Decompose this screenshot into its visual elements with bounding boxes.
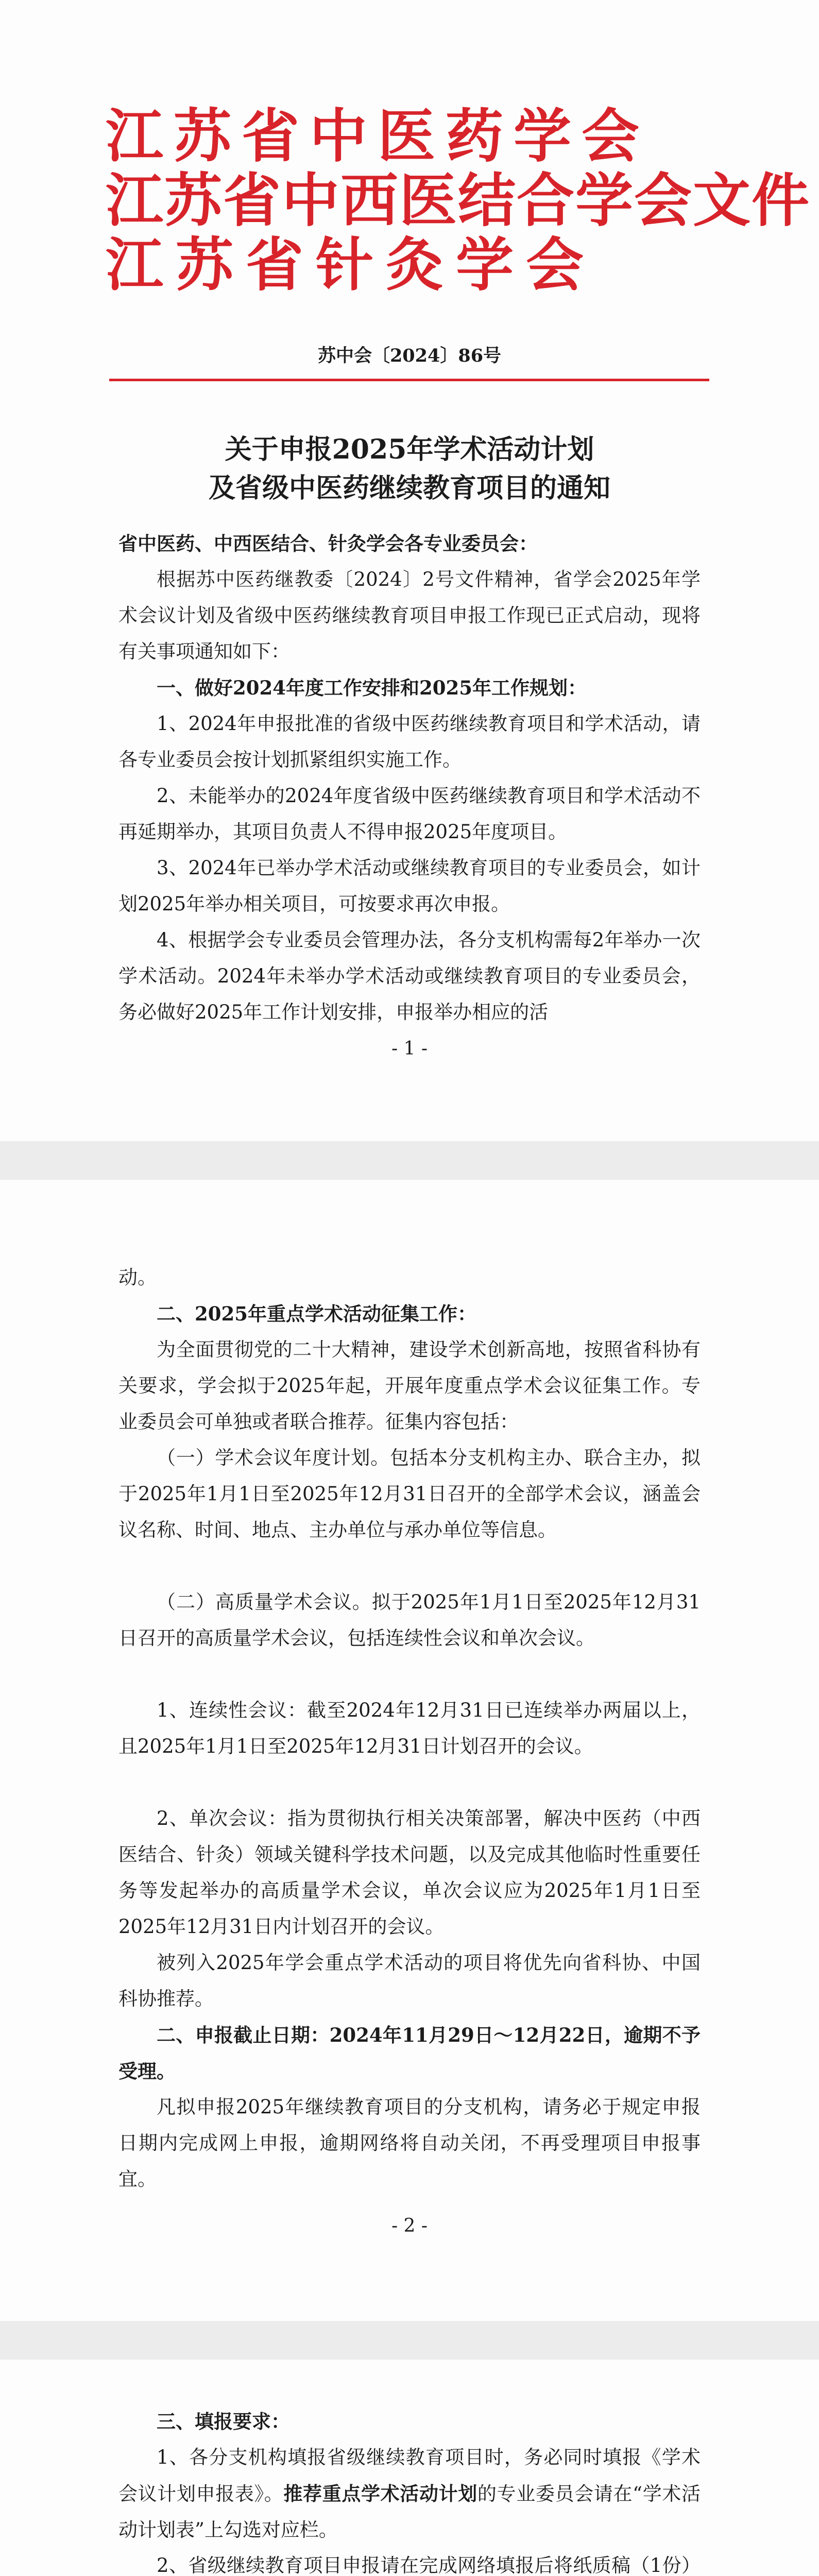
page-1 xyxy=(0,0,819,1141)
paragraph-fill-requirement-1 xyxy=(118,2439,701,2548)
section-heading-3: 三、填报要求： xyxy=(157,2410,290,2433)
paragraph-intro: 根据苏中医药继教委〔2024〕2号文件精神，省学会2025年学术会议计划及省级中医药继续教育项目申报工作现已正式启动，现将有关事项通知如下： xyxy=(118,568,701,663)
paragraph-fill-requirement-2: 2、省级继续教育项目申报请在完成网络填报后将纸质稿（1份） xyxy=(157,2554,701,2576)
page-3 xyxy=(0,2360,819,2576)
title-line-2: 及省级中医药继续教育项目的通知 xyxy=(208,472,610,504)
page-2 xyxy=(0,1180,819,2321)
paragraph-item-2: 2、未能举办的2024年度省级中医药继续教育项目和学术活动不再延期举办，其项目负责人不得申报2025年度项目。 xyxy=(118,785,701,843)
paragraph-annual-plan: （一）学术会议年度计划。包括本分支机构主办、联合主办，拟于2025年1月1日至2025年12月31日召开的全部学术会议，涵盖会议名称、时间、地点、主办单位与承办单位等信息。 xyxy=(118,1447,701,1541)
section-heading-2: 二、2025年重点学术活动征集工作： xyxy=(157,1302,476,1325)
fill-requirement-text-a: 1、各分支机构填报省级继续教育项目时，务必同时填报《学术会议计划申报表》。 xyxy=(118,2446,701,2505)
paragraph-high-quality: （二）高质量学术会议。拟于2025年1月1日至2025年12月31日召开的高质量学术会议，包括连续性会议和单次会议。 xyxy=(118,1591,701,1649)
paragraph-item-4: 4、根据学会专业委员会管理办法，各分支机构需每2年举办一次学术活动。2024年未举办学术活动或继续教育项目的专业委员会，务必做好2025年工作计划安排，申报举办相应的活 xyxy=(118,929,701,1023)
page-number-1: - 1 - xyxy=(391,1038,428,1059)
paragraph-online-submission: 凡拟申报2025年继续教育项目的分支机构，请务必于规定申报日期内完成网上申报，逾期网络将自动关闭，不再受理项目申报事宜。 xyxy=(118,2096,701,2190)
masthead-line-3: 江苏省针灸学会 xyxy=(106,232,596,299)
page-gap xyxy=(0,1141,819,1180)
paragraph-collection-intro: 为全面贯彻党的二十大精神，建设学术创新高地，按照省科协有关要求，学会拟于2025年起，开展年度重点学术会议征集工作。专业委员会可单独或者联合推荐。征集内容包括： xyxy=(118,1338,701,1433)
page-number-2: - 2 - xyxy=(391,2215,428,2236)
paragraph-recommend: 被列入2025年学会重点学术活动的项目将优先向省科协、中国科协推荐。 xyxy=(118,1952,701,2010)
fill-requirement-bold: 推荐重点学术活动计划 xyxy=(283,2482,477,2505)
fill-requirement-text-c: 的专业委员会请在“学术活动计划表”上勾选对应栏。 xyxy=(118,2483,701,2541)
paragraph-continuation: 动。 xyxy=(118,1266,157,1289)
paragraph-single-meeting: 2、单次会议：指为贯彻执行相关决策部署，解决中医药（中西医结合、针灸）领域关键科学技术问题，以及完成其他临时性重要任务等发起举办的高质量学术会议，单次会议应为2025年1月1日至2025年12月31日内计划召开的会议。 xyxy=(118,1807,701,1938)
document-number: 苏中会〔2024〕86号 xyxy=(317,345,502,366)
paragraph-continuous-meeting: 1、连续性会议：截至2024年12月31日已连续举办两届以上，且2025年1月1日至2025年12月31日计划召开的会议。 xyxy=(118,1699,701,1757)
paragraph-item-1: 1、2024年申报批准的省级中医药继续教育项目和学术活动，请各专业委员会按计划抓紧组织实施工作。 xyxy=(118,713,701,771)
page-gap xyxy=(0,2321,819,2360)
red-divider-line xyxy=(109,379,709,381)
section-heading-1: 一、做好2024年度工作安排和2025年工作规划： xyxy=(157,676,587,699)
masthead-line-2: 江苏省中西医结合学会文件 xyxy=(106,167,810,234)
addressee: 省中医药、中西医结合、针灸学会各专业委员会： xyxy=(118,532,538,555)
masthead-line-1: 江苏省中医药学会 xyxy=(106,103,650,170)
title-line-1: 关于申报2025年学术活动计划 xyxy=(225,434,594,465)
section-heading-deadline: 二、申报截止日期：2024年11月29日～12月22日，逾期不予受理。 xyxy=(118,2024,701,2082)
paragraph-item-3: 3、2024年已举办学术活动或继续教育项目的专业委员会，如计划2025年举办相关项目，可按要求再次申报。 xyxy=(118,857,701,915)
